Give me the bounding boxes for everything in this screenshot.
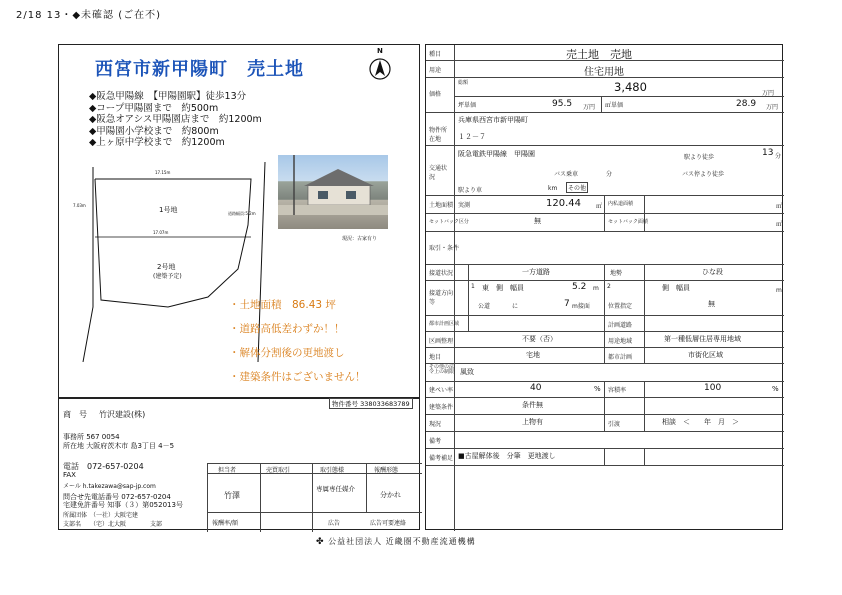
staff-name: 竹澤 bbox=[224, 491, 240, 500]
handover-value: 相談 ＜ 年 月 ＞ bbox=[662, 418, 739, 426]
label-price-total: 総額 bbox=[458, 80, 469, 86]
dimension-label: 道路幅員:5.2m bbox=[228, 211, 256, 216]
sqm-price-value: 28.9 bbox=[736, 99, 757, 109]
label-setback-area: セットバック面積 bbox=[608, 219, 648, 225]
dimension-label: 17.15m bbox=[155, 170, 171, 175]
label-price: 価格 bbox=[429, 91, 442, 98]
property-photo bbox=[278, 155, 388, 229]
fee-type: 分かれ bbox=[380, 491, 401, 499]
road-value: 一方道路 bbox=[522, 268, 550, 276]
label-land-type: 地目 bbox=[429, 354, 442, 361]
company-name-label: 商 号 bbox=[63, 410, 87, 419]
plot-1-label: 1号地 bbox=[159, 206, 178, 214]
use-value: 住宅用地 bbox=[584, 67, 624, 78]
label-position: 位置指定 bbox=[608, 303, 633, 310]
label-sqm-price: ㎡単価 bbox=[605, 102, 624, 109]
label-conditions: 取引・条件 bbox=[429, 245, 460, 252]
access-list bbox=[89, 91, 262, 149]
direction-1-num: 1 bbox=[471, 283, 475, 290]
association-logo-icon: ✤ bbox=[316, 537, 325, 547]
label-actual: 実測 bbox=[458, 202, 471, 209]
label-other: その他 bbox=[566, 182, 588, 193]
col-header: 報酬形態 bbox=[374, 467, 399, 474]
ad-value: 広告可要連絡 bbox=[370, 520, 407, 527]
fax-header: 2/18 13・◆未確認 (ご在不) bbox=[16, 10, 162, 21]
label-traffic: 交通状況 bbox=[429, 165, 448, 181]
label-road-direction: 接道方向等 bbox=[429, 290, 454, 306]
far-value: 100 bbox=[704, 383, 722, 393]
location-line1: 兵庫県西宮市新甲陽町 bbox=[458, 116, 528, 124]
access-item: ◆阪急甲陽線 【甲陽園駅】徒歩13分 bbox=[89, 91, 247, 102]
label-coverage: 建ぺい率 bbox=[429, 387, 454, 394]
coverage-unit: % bbox=[594, 385, 601, 393]
km-unit: km bbox=[548, 185, 558, 192]
access-item: ◆甲陽園小学校まで 約800m bbox=[89, 125, 219, 137]
label-terrain: 地勢 bbox=[610, 270, 623, 277]
label-use: 用途 bbox=[429, 67, 442, 74]
inquiry-tel: 問合せ先電話番号 072-657-0204 bbox=[63, 493, 171, 501]
flyer-title: 西宮市新甲陽町 売土地 bbox=[95, 59, 304, 80]
walk-unit: 分 bbox=[775, 153, 782, 160]
setback-area-unit: ㎡ bbox=[776, 221, 783, 228]
public-road-label: 公道 bbox=[478, 303, 491, 310]
private-road-unit: ㎡ bbox=[776, 203, 783, 210]
city-plan-value: 市街化区域 bbox=[688, 351, 723, 359]
direction-1-width: 5.2 bbox=[572, 282, 587, 292]
label-item: 種目 bbox=[429, 51, 442, 58]
dimension-label: 7.03m bbox=[73, 203, 86, 208]
company-name: 竹沢建設(株) bbox=[99, 410, 146, 419]
land-area-value: 120.44 bbox=[546, 198, 581, 209]
flyer-panel bbox=[58, 44, 420, 398]
walk-minutes: 13 bbox=[762, 148, 774, 158]
label-private-road: 内私道面積 bbox=[608, 201, 634, 207]
frontage-unit: m接面 bbox=[572, 303, 590, 310]
price-value: 3,480 bbox=[614, 80, 647, 94]
tsubo-value: 95.5 bbox=[552, 99, 573, 109]
direction-1: 東 側 幅員 bbox=[482, 284, 524, 292]
label-law: その他の法令上の制限 bbox=[429, 364, 455, 375]
label-plan-road: 計画道路 bbox=[608, 322, 633, 329]
label-bus: バス乗車 bbox=[554, 171, 579, 178]
land-adjust-value: 不要（否） bbox=[522, 335, 557, 343]
bus-unit: 分 bbox=[606, 171, 613, 178]
label-remarks: 備考 bbox=[429, 438, 442, 445]
agent-table bbox=[207, 463, 422, 532]
direction-2-unit: m bbox=[776, 287, 782, 294]
supplement-value: ■古屋解体後 分筆 更地渡し bbox=[458, 452, 556, 460]
ad-label: 広告 bbox=[328, 520, 341, 527]
company-mail: メール h.takezawa@sap-jp.com bbox=[63, 483, 156, 490]
tsubo-unit: 万円 bbox=[583, 104, 596, 111]
label-land-area: 土地面積 bbox=[429, 202, 454, 209]
label-handover: 引渡 bbox=[608, 421, 621, 428]
item-value: 売土地 売地 bbox=[566, 48, 632, 61]
company-panel bbox=[58, 398, 420, 530]
highlight-item: ・道路高低差わずか！！ bbox=[229, 323, 345, 335]
land-area-unit: ㎡ bbox=[596, 203, 603, 210]
company-tel: 電話 072-657-0204 bbox=[63, 462, 144, 471]
footer-text: 公益社団法人 近畿圏不動産流通機構 bbox=[328, 537, 476, 546]
plot-2-label: 2号地 bbox=[157, 263, 176, 271]
sqm-price-unit: 万円 bbox=[766, 104, 779, 111]
label-land-adjust: 区画整理 bbox=[429, 338, 454, 345]
dimension-label: 17.07m bbox=[153, 230, 169, 235]
plot-2-note: (建築予定) bbox=[153, 273, 182, 280]
land-type-value: 宅地 bbox=[526, 351, 540, 359]
label-location: 物件所在地 bbox=[429, 127, 448, 143]
access-item: ◆上ヶ原中学校まで 約1200m bbox=[89, 137, 225, 148]
highlight-item: ・土地面積 86.43 坪 bbox=[229, 299, 336, 311]
access-item: ◆阪急オアシス甲陽園店まで 約1200m bbox=[89, 114, 262, 125]
north-arrow-icon bbox=[367, 47, 393, 81]
highlight-item: ・建築条件はございません！ bbox=[229, 371, 366, 383]
col-header: 売買取引 bbox=[266, 467, 291, 474]
label-far: 容積率 bbox=[608, 387, 627, 394]
direction-2-num: 2 bbox=[607, 283, 611, 290]
license-number: 宅建免許番号 知事（３）第052013号 bbox=[63, 501, 183, 509]
label-urban-area: 都市計画区域 bbox=[429, 321, 460, 327]
label-station-car: 駅より車 bbox=[458, 187, 483, 194]
label-walk: 駅より徒歩 bbox=[684, 154, 715, 161]
build-cond-value: 条件無 bbox=[522, 401, 543, 409]
label-bus-walk: バス停より徒歩 bbox=[682, 171, 725, 178]
branch: 支部名 （宅）北大阪 支部 bbox=[63, 521, 163, 528]
train-line: 阪急電鉄甲陽線 甲陽園 bbox=[458, 150, 535, 158]
deal-type: 専属専任媒介 bbox=[316, 485, 355, 493]
label-road: 接道状況 bbox=[429, 270, 454, 277]
col-header: 取引態様 bbox=[320, 467, 345, 474]
office-number: 事務所 567 0054 bbox=[63, 433, 120, 441]
label-setback: セットバック区分 bbox=[429, 219, 469, 225]
price-unit: 万円 bbox=[762, 90, 775, 97]
company-fax: FAX bbox=[63, 471, 76, 479]
far-unit: % bbox=[772, 385, 779, 393]
association: 所属団体 （一社）大阪宅建 bbox=[63, 512, 139, 519]
fee-rate-label: 報酬率/額 bbox=[212, 520, 239, 527]
zoning-value: 第一種低層住居専用地域 bbox=[664, 335, 741, 343]
label-supplement: 備考補足 bbox=[429, 455, 454, 462]
north-label: N bbox=[377, 47, 383, 55]
footer bbox=[316, 536, 476, 547]
label-status: 現況 bbox=[429, 421, 442, 428]
setback-value: 無 bbox=[534, 217, 541, 225]
coverage-value: 40 bbox=[530, 383, 542, 393]
col-header: 担当者 bbox=[218, 467, 237, 474]
position-value: 無 bbox=[708, 300, 715, 308]
highlight-item: ・解体分割後の更地渡し bbox=[229, 347, 345, 359]
direction-1-unit: m bbox=[593, 285, 599, 292]
label-tsubo: 坪単価 bbox=[458, 102, 477, 109]
frontage-label: に bbox=[512, 303, 519, 310]
label-zoning: 用途地域 bbox=[608, 338, 633, 345]
frontage-value: 7 bbox=[564, 299, 570, 309]
highlights bbox=[229, 293, 366, 389]
reference-number: 物件番号 338033683789 bbox=[329, 398, 413, 409]
location-line2: １２－７ bbox=[458, 133, 486, 141]
status-value: 上物有 bbox=[522, 418, 543, 426]
details-table bbox=[425, 44, 783, 530]
access-item: ◆コープ甲陽園まで 約500m bbox=[89, 102, 219, 114]
label-city-plan: 都市計画 bbox=[608, 354, 633, 361]
terrain-value: ひな段 bbox=[702, 268, 723, 276]
direction-2: 側 幅員 bbox=[662, 284, 690, 292]
photo-caption: 現況：古家有り bbox=[342, 236, 378, 242]
label-build-cond: 建築条件 bbox=[429, 404, 454, 411]
company-address: 所在地 大阪府茨木市 島3丁目 4－5 bbox=[63, 442, 175, 450]
law-value: 風致 bbox=[460, 368, 474, 376]
